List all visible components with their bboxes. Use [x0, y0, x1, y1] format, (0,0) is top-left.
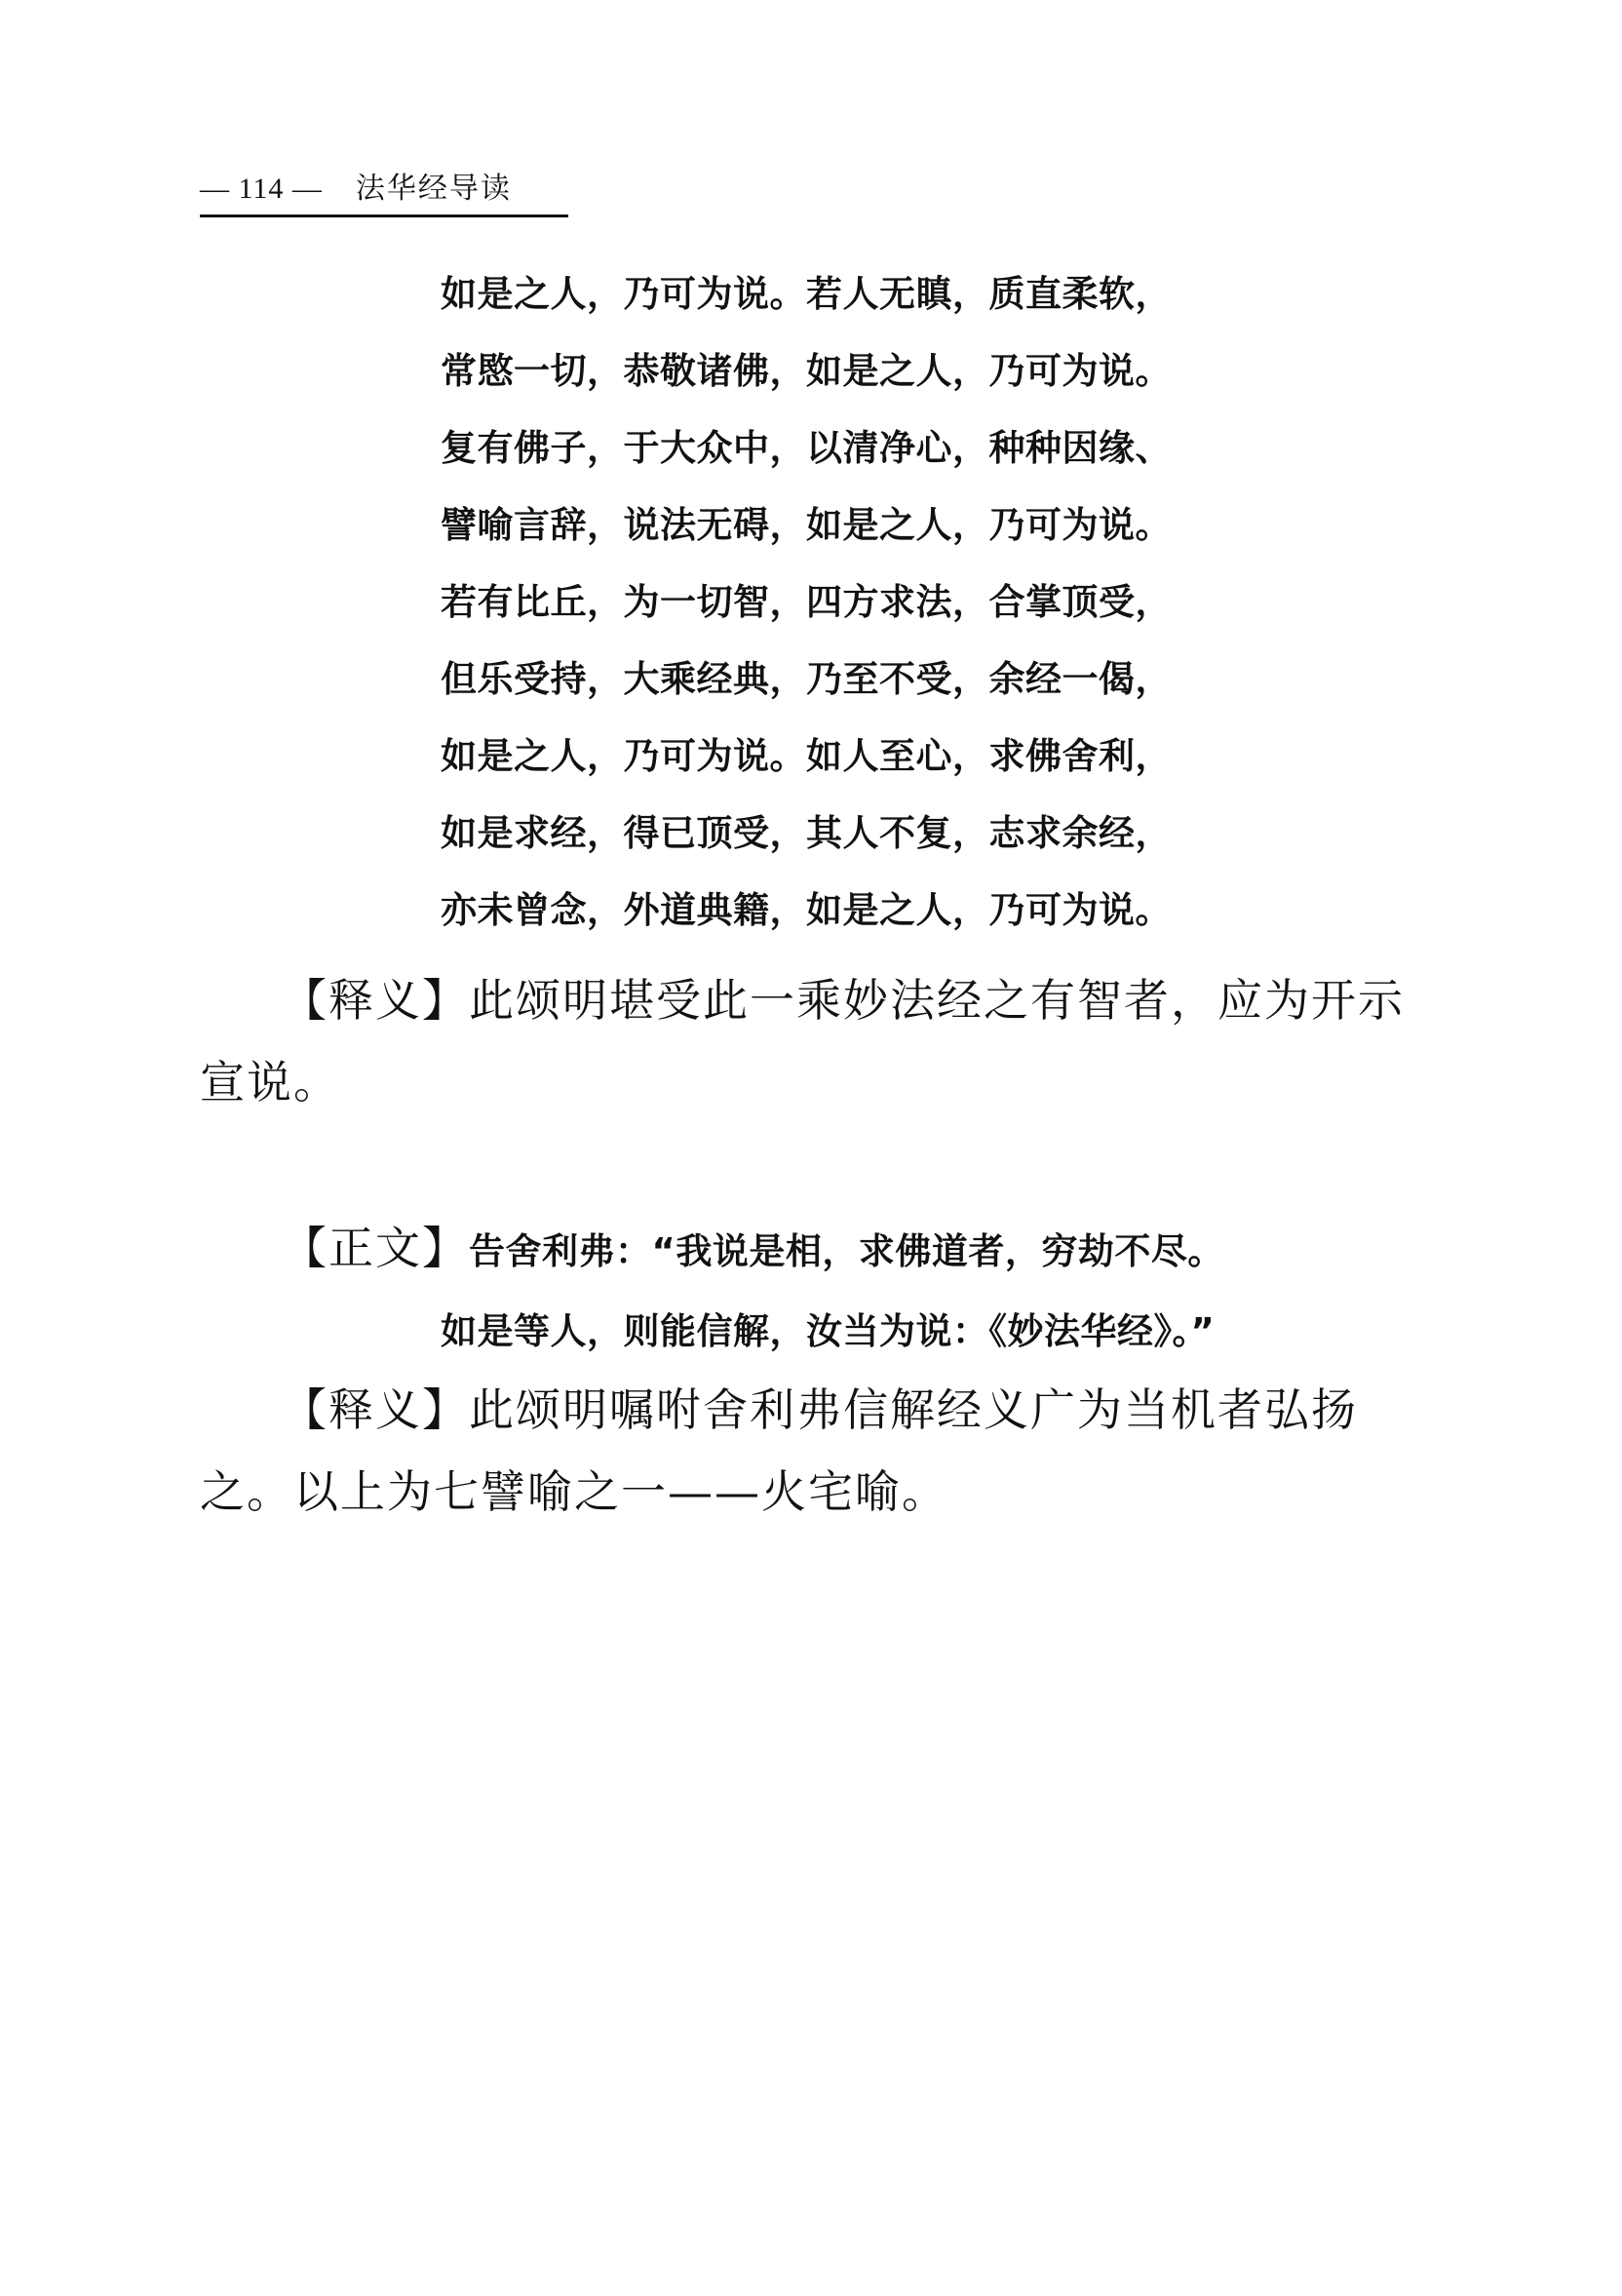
verse-line: 复有佛子，于大众中，以清净心，种种因缘、: [441, 427, 1172, 469]
commentary-text: 此颂明堪受此一乘妙法经之有智者，应为开示宣说。: [200, 974, 1405, 1109]
verse-line: 常愍一切，恭敬诸佛，如是之人，乃可为说。: [441, 350, 1172, 392]
commentary-tag: 【释义】: [282, 1383, 469, 1436]
verse-line: 如是之人，乃可为说。如人至心，求佛舍利，: [441, 735, 1172, 777]
verse-line: 如是之人，乃可为说。若人无瞋，质直柔软，: [441, 273, 1172, 315]
scripture-tag: 【正文】: [282, 1222, 469, 1274]
verse-line: 亦未曾念，外道典籍，如是之人，乃可为说。: [441, 889, 1172, 931]
verse-line: 但乐受持，大乘经典，乃至不受，余经一偈，: [441, 658, 1172, 700]
verse-line: 若有比丘，为一切智，四方求法，合掌顶受，: [441, 581, 1172, 623]
commentary-paragraph-1: [200, 959, 1409, 1123]
scripture-section: [200, 1221, 1467, 1388]
page-number: — 114 —: [200, 173, 323, 205]
commentary-text: 此颂明嘱咐舍利弗信解经义广为当机者弘扬之。以上为七譬喻之一——火宅喻。: [200, 1383, 1358, 1518]
verse-block: [441, 271, 1172, 964]
verse-line: 譬喻言辞，说法无碍，如是之人，乃可为说。: [441, 504, 1172, 546]
scripture-line-2: 如是等人，则能信解，汝当为说：《妙法华经》。”: [441, 1310, 1216, 1352]
verse-line: 如是求经，得已顶受，其人不复，志求余经，: [441, 812, 1172, 854]
scripture-line-1: 告舍利弗：“我说是相，求佛道者，穷劫不尽。: [469, 1230, 1224, 1272]
running-header: [200, 170, 568, 217]
commentary-tag: 【释义】: [282, 974, 469, 1027]
book-title: 法华经导读: [355, 172, 512, 206]
commentary-paragraph-2: [200, 1369, 1409, 1533]
